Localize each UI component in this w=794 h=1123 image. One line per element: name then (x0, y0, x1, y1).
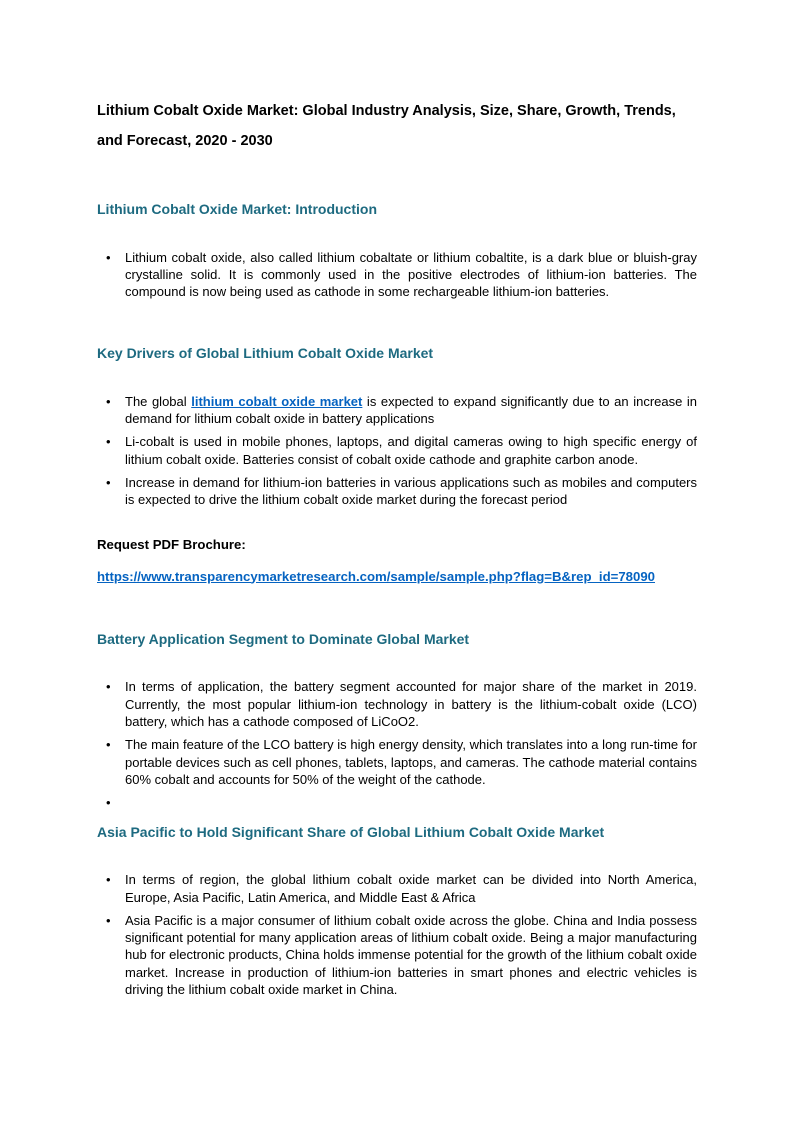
section-heading-introduction: Lithium Cobalt Oxide Market: Introduction (97, 201, 377, 218)
bullet-item (97, 249, 697, 301)
request-pdf-brochure-label: Request PDF Brochure: (97, 537, 246, 553)
bullet-item (97, 474, 697, 509)
bullet-item (97, 678, 697, 730)
bullet-text: Asia Pacific is a major consumer of lithium cobalt oxide across the globe. China and India possess significant potential for many application areas of lithium cobalt oxide. Being a major manufacturing hub for electronic products, China holds immense potential for the growth of the lithium cobalt oxide market. Increase in production of lithium-ion batteries in smart phones and electric vehicles is driving the lithium cobalt oxide market in China. (125, 912, 697, 998)
bullet-item (97, 736, 697, 788)
bullet-text: In terms of region, the global lithium cobalt oxide market can be divided into North America, Europe, Asia Pacific, Latin America, and Middle East & Africa (125, 872, 697, 905)
bullet-item-empty (97, 794, 697, 811)
document-title: Lithium Cobalt Oxide Market: Global Industry Analysis, Size, Share, Growth, Trends, and Forecast, 2020 - 2030 (97, 103, 676, 149)
section-heading-key-drivers: Key Drivers of Global Lithium Cobalt Oxide Market (97, 345, 434, 362)
bullet-text: is expected to expand significantly due to an increase in demand for lithium cobalt oxide in battery applications (125, 393, 698, 426)
asia-pacific-bullet-list (97, 871, 697, 998)
brochure-link-paragraph (97, 567, 697, 587)
bullet-text: The main feature of the LCO battery is high energy density, which translates into a long run-time for portable devices such as cell phones, tablets, laptops, and cameras. The cathode material contains 60% cobalt and accounts for 50% of the weight of the cathode. (125, 737, 697, 787)
bullet-text: In terms of application, the battery segment accounted for major share of the market in 2019. Currently, the most popular lithium-ion technology in battery is the lithium-cobalt oxide (LCO) battery, which has a cathode composed of LiCoO2. (125, 679, 697, 730)
key-drivers-bullet-list (97, 393, 697, 509)
brochure-sample-link[interactable]: https://www.transparencymarketresearch.com/sample/sample.php?flag=B&rep_id=78090 (97, 568, 655, 584)
section-heading-battery-segment: Battery Application Segment to Dominate Global Market (97, 631, 470, 648)
introduction-bullet-list (97, 249, 697, 301)
bullet-item (97, 871, 697, 906)
bullet-text: The global (125, 393, 192, 409)
bullet-item (97, 393, 697, 428)
lithium-cobalt-oxide-market-link[interactable]: lithium cobalt oxide market (191, 393, 363, 409)
section-heading-asia-pacific: Asia Pacific to Hold Significant Share of Global Lithium Cobalt Oxide Market (97, 824, 605, 841)
bullet-text: Li-cobalt is used in mobile phones, laptops, and digital cameras owing to high specific energy of lithium cobalt oxide. Batteries consist of cobalt oxide cathode and graphite carbon anode. (125, 434, 697, 467)
bullet-text: Lithium cobalt oxide, also called lithium cobaltate or lithium cobaltite, is a dark blue or bluish-gray crystalline solid. It is commonly used in the positive electrodes of lithium-ion batteries. The compound is now being used as cathode in some rechargeable lithium-ion batteries. (125, 249, 697, 300)
battery-segment-bullet-list (97, 678, 697, 811)
bullet-item (97, 433, 697, 468)
bullet-text: Increase in demand for lithium-ion batteries in various applications such as mobiles and computers is expected to drive the lithium cobalt oxide market during the forecast period (125, 474, 697, 508)
bullet-item (97, 912, 697, 998)
